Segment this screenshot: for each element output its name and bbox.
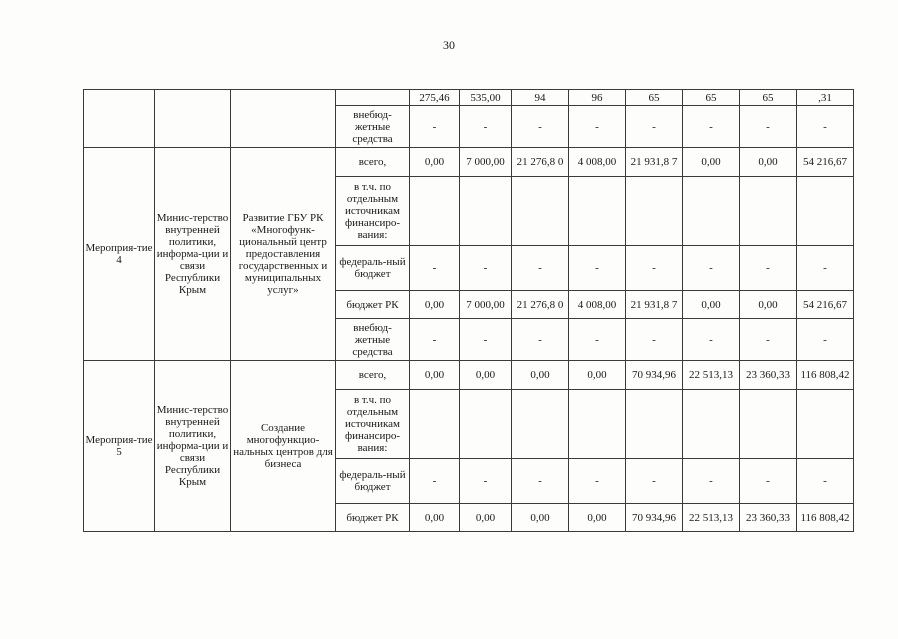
value-cell: 21 276,8 0 xyxy=(512,291,569,319)
value-cell: 0,00 xyxy=(460,361,512,390)
value-cell: - xyxy=(797,459,854,504)
value-cell: - xyxy=(460,319,512,361)
empty-cell xyxy=(155,90,231,148)
value-cell: - xyxy=(512,106,569,148)
value-cell xyxy=(740,390,797,459)
value-cell: 275,46 xyxy=(410,90,460,106)
value-cell: 0,00 xyxy=(512,504,569,532)
value-cell: - xyxy=(512,319,569,361)
value-cell: 0,00 xyxy=(740,148,797,177)
value-cell: 0,00 xyxy=(740,291,797,319)
value-cell: 0,00 xyxy=(683,291,740,319)
value-cell: - xyxy=(797,106,854,148)
row-label: внебюд-жетные средства xyxy=(336,319,410,361)
value-cell xyxy=(410,177,460,246)
value-cell xyxy=(460,390,512,459)
value-cell: 0,00 xyxy=(410,291,460,319)
value-cell xyxy=(569,390,626,459)
value-cell xyxy=(797,390,854,459)
row-label: бюджет РК xyxy=(336,291,410,319)
table-row xyxy=(84,90,854,106)
value-cell: - xyxy=(626,459,683,504)
value-cell: 23 360,33 xyxy=(740,361,797,390)
value-cell: 116 808,42 xyxy=(797,361,854,390)
budget-table xyxy=(83,89,854,532)
value-cell: 4 008,00 xyxy=(569,148,626,177)
value-cell xyxy=(740,177,797,246)
row-label: в т.ч. по отдельным источникам финансиро-вания: xyxy=(336,177,410,246)
value-cell xyxy=(626,177,683,246)
value-cell xyxy=(460,177,512,246)
row-label: всего, xyxy=(336,148,410,177)
value-cell: 96 xyxy=(569,90,626,106)
value-cell: 65 xyxy=(683,90,740,106)
table-row xyxy=(84,361,854,390)
value-cell: 21 276,8 0 xyxy=(512,148,569,177)
value-cell: 0,00 xyxy=(410,504,460,532)
value-cell: 54 216,67 xyxy=(797,148,854,177)
value-cell: - xyxy=(740,106,797,148)
value-cell xyxy=(797,177,854,246)
value-cell: 116 808,42 xyxy=(797,504,854,532)
row-label: федераль-ный бюджет xyxy=(336,459,410,504)
value-cell: - xyxy=(512,459,569,504)
value-cell: - xyxy=(797,246,854,291)
value-cell: 0,00 xyxy=(569,504,626,532)
value-cell: 54 216,67 xyxy=(797,291,854,319)
value-cell: 22 513,13 xyxy=(683,361,740,390)
row-label: всего, xyxy=(336,361,410,390)
value-cell: - xyxy=(683,319,740,361)
value-cell: 70 934,96 xyxy=(626,361,683,390)
measure-description: Развитие ГБУ РК «Многофунк-циональный центр предоставления государственных и муниципальных услуг» xyxy=(231,148,336,361)
row-label: внебюд-жетные средства xyxy=(336,106,410,148)
row-label xyxy=(336,90,410,106)
value-cell: - xyxy=(683,106,740,148)
measure-name: Мероприя-тие 5 xyxy=(84,361,155,532)
value-cell: - xyxy=(683,459,740,504)
row-label: федераль-ный бюджет xyxy=(336,246,410,291)
value-cell: 65 xyxy=(626,90,683,106)
value-cell: 0,00 xyxy=(683,148,740,177)
value-cell xyxy=(512,390,569,459)
value-cell: - xyxy=(683,246,740,291)
value-cell: 7 000,00 xyxy=(460,148,512,177)
value-cell: 535,00 xyxy=(460,90,512,106)
measure-executor: Минис-терство внутренней политики, информа-ции и связи Республики Крым xyxy=(155,361,231,532)
measure-executor: Минис-терство внутренней политики, информа-ции и связи Республики Крым xyxy=(155,148,231,361)
value-cell: - xyxy=(569,319,626,361)
row-label: бюджет РК xyxy=(336,504,410,532)
value-cell: 21 931,8 7 xyxy=(626,148,683,177)
value-cell: - xyxy=(797,319,854,361)
table-row xyxy=(84,148,854,177)
empty-cell xyxy=(231,90,336,148)
value-cell: 7 000,00 xyxy=(460,291,512,319)
empty-cell xyxy=(84,90,155,148)
value-cell: - xyxy=(410,459,460,504)
value-cell: - xyxy=(512,246,569,291)
value-cell xyxy=(626,390,683,459)
value-cell: 4 008,00 xyxy=(569,291,626,319)
value-cell: - xyxy=(626,246,683,291)
value-cell: - xyxy=(410,246,460,291)
value-cell xyxy=(683,177,740,246)
measure-description: Создание многофункцио-нальных центров для бизнеса xyxy=(231,361,336,532)
value-cell: - xyxy=(740,459,797,504)
row-label: в т.ч. по отдельным источникам финансиро-вания: xyxy=(336,390,410,459)
value-cell: 0,00 xyxy=(410,361,460,390)
value-cell: - xyxy=(460,246,512,291)
value-cell: 21 931,8 7 xyxy=(626,291,683,319)
value-cell xyxy=(410,390,460,459)
value-cell xyxy=(569,177,626,246)
value-cell: - xyxy=(460,459,512,504)
value-cell: 0,00 xyxy=(410,148,460,177)
value-cell xyxy=(683,390,740,459)
value-cell xyxy=(512,177,569,246)
value-cell: - xyxy=(569,106,626,148)
page-number: 30 xyxy=(443,38,455,52)
value-cell: - xyxy=(460,106,512,148)
value-cell: - xyxy=(569,459,626,504)
value-cell: 0,00 xyxy=(569,361,626,390)
value-cell: - xyxy=(740,319,797,361)
value-cell: - xyxy=(410,319,460,361)
value-cell: - xyxy=(626,319,683,361)
value-cell: 23 360,33 xyxy=(740,504,797,532)
value-cell: 94 xyxy=(512,90,569,106)
value-cell: - xyxy=(740,246,797,291)
value-cell: - xyxy=(569,246,626,291)
value-cell: 70 934,96 xyxy=(626,504,683,532)
measure-name: Мероприя-тие 4 xyxy=(84,148,155,361)
value-cell: 22 513,13 xyxy=(683,504,740,532)
value-cell: 0,00 xyxy=(460,504,512,532)
value-cell: - xyxy=(410,106,460,148)
value-cell: ,31 xyxy=(797,90,854,106)
value-cell: 65 xyxy=(740,90,797,106)
value-cell: - xyxy=(626,106,683,148)
value-cell: 0,00 xyxy=(512,361,569,390)
